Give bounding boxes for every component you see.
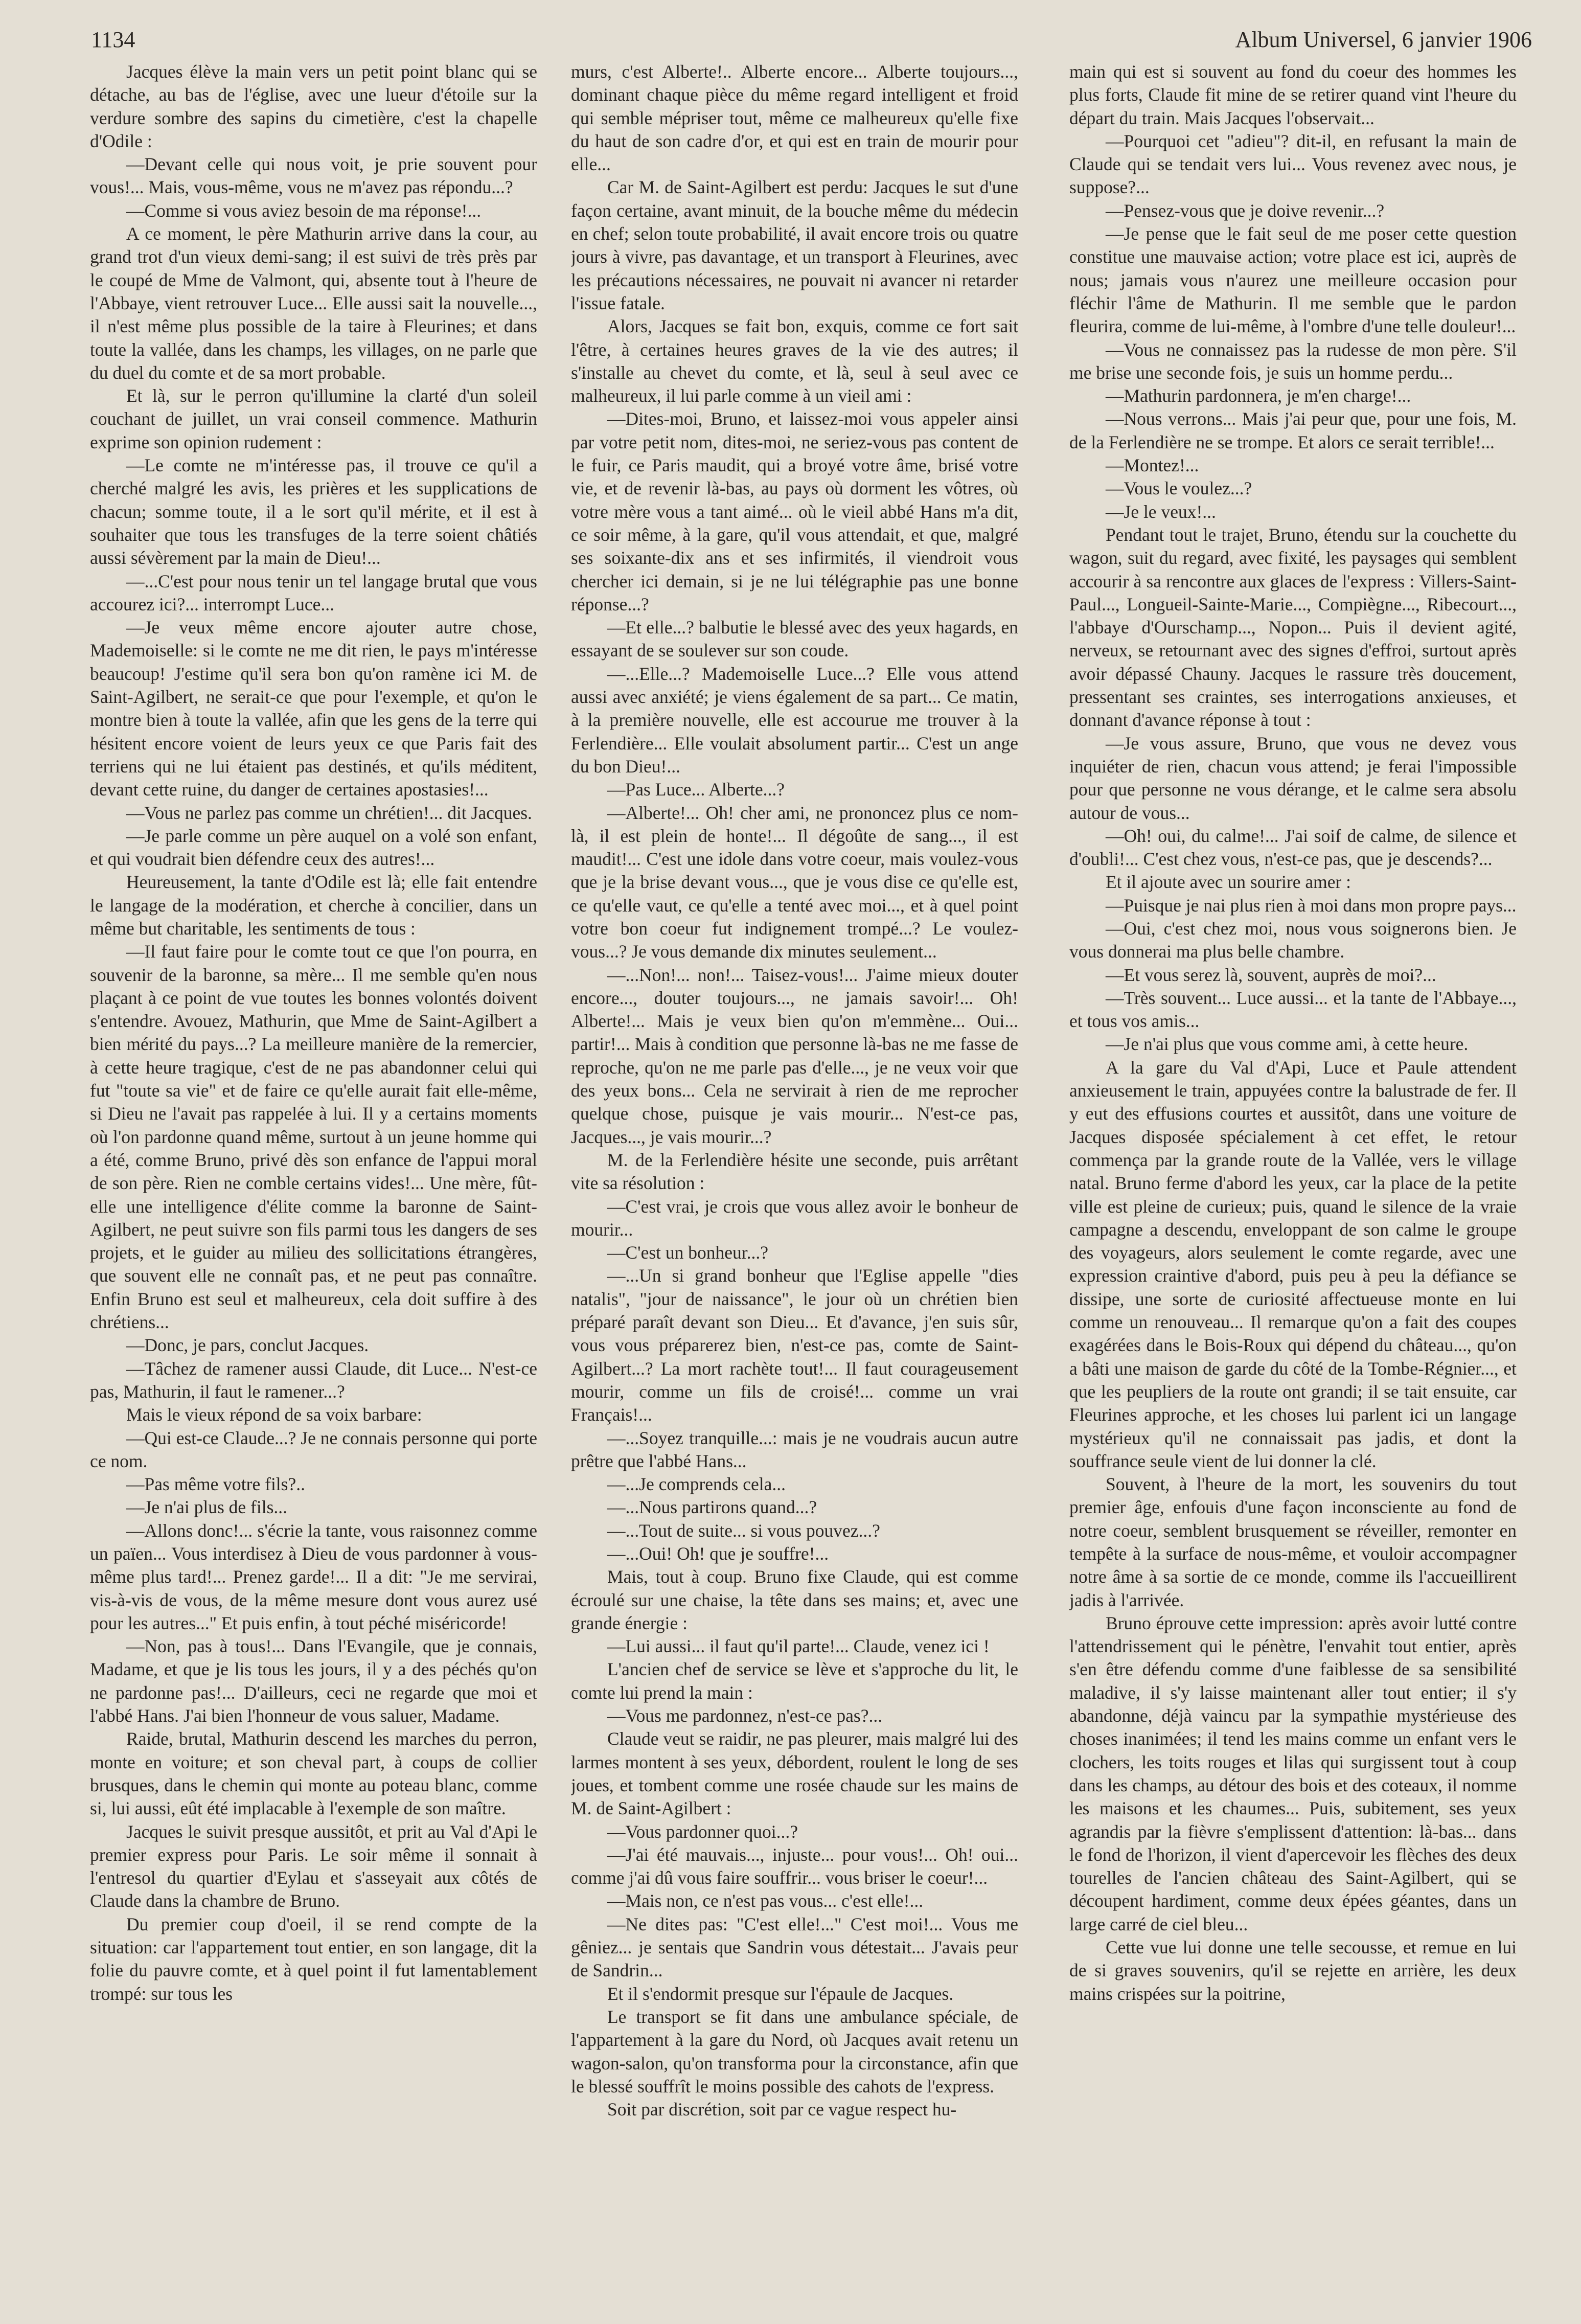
paragraph: —Oui, c'est chez moi, nous vous soignerons bien. Je vous donnerai ma plus belle chambre. — [1069, 918, 1517, 962]
paragraph: L'ancien chef de service se lève et s'approche du lit, le comte lui prend la main : — [571, 1659, 1018, 1703]
paragraph: —Devant celle qui nous voit, je prie souvent pour vous!... Mais, vous-même, vous ne m'avez pas répondu...? — [90, 154, 537, 198]
paragraph: —Mais non, ce n'est pas vous... c'est elle!... — [607, 1890, 924, 1911]
paragraph: Mais le vieux répond de sa voix barbare: — [126, 1404, 422, 1425]
running-header: Album Universel, 6 janvier 1906 — [1235, 27, 1532, 52]
paragraph: —Vous ne parlez pas comme un chrétien!... dit Jacques. — [126, 802, 532, 823]
paragraph: —Je le veux!... — [1106, 501, 1216, 522]
paragraph: —Alberte!... Oh! cher ami, ne prononcez plus ce nom-là, il est plein de honte!... Il dégoûte de sang..., il est maudit!... C'est une idole dans votre coeur, mais voulez-vous que je la brise devant vous..., que je vous dise ce qu'elle est, ce qu'elle vaut, ce qu'elle a tenté avec moi..., et à quel point votre bon coeur fut indignement trompé...? Le voulez-vous...? Je vous demande dix minutes seulement... — [571, 802, 1018, 962]
paragraph: —Lui aussi... il faut qu'il parte!... Claude, venez ici ! — [607, 1636, 990, 1657]
paragraph: —...Oui! Oh! que je souffre!... — [607, 1543, 829, 1564]
paragraph: —Nous verrons... Mais j'ai peur que, pour une fois, M. de la Ferlendière ne se trompe. Et alors ce serait terrible!... — [1069, 408, 1517, 452]
paragraph: Cette vue lui donne une telle secousse, et remue en lui de si graves souvenirs, qu'il se rejette en arrière, les deux mains crispées sur la poitrine, — [1069, 1937, 1517, 2004]
paragraph: —Ne dites pas: "C'est elle!..." C'est moi!... Vous me gêniez... je sentais que Sandrin vous détestait... J'avais peur de Sandrin... — [571, 1913, 1018, 1981]
paragraph: —Et elle...? balbutie le blessé avec des yeux hagards, en essayant de se soulever sur son coude. — [571, 617, 1018, 661]
paragraph: —J'ai été mauvais..., injuste... pour vous!... Oh! oui... comme j'ai dû vous faire souffrir... vous briser le coeur!... — [571, 1844, 1018, 1888]
paragraph: —Vous pardonner quoi...? — [607, 1821, 798, 1842]
paragraph: —Donc, je pars, conclut Jacques. — [126, 1335, 369, 1356]
paragraph: Souvent, à l'heure de la mort, les souvenirs du tout premier âge, enfouis d'une façon inconsciente au fond de notre coeur, semblent brusquement se réveiller, remonter en tempête à la surface de nous-même, et vouloir accompagner notre âme à sa sortie de ce monde, comme ils l'accueillirent jadis à l'arrivée. — [1069, 1474, 1517, 1610]
paragraph: —Vous ne connaissez pas la rudesse de mon père. S'il me brise une seconde fois, je suis un homme perdu... — [1069, 339, 1517, 383]
paragraph: —...Non!... non!... Taisez-vous!... J'aime mieux douter encore..., douter toujours..., ne jamais savoir!... Oh! Alberte!... Mais je veux bien qu'on m'emmène... Oui... partir!... Mais à condition que personne là-bas ne me fasse de reproche, qu'on ne me parle pas d'elle..., je ne veux voir que des yeux bons... Cela ne servirait à rien de me reprocher quelque chose, puisque je vais mourir... N'est-ce pas, Jacques..., je vais mourir...? — [571, 964, 1018, 1147]
paragraph: —...C'est pour nous tenir un tel langage brutal que vous accourez ici?... interrompt Luce... — [90, 571, 537, 614]
paragraph: —Comme si vous aviez besoin de ma réponse!... — [126, 200, 482, 221]
paragraph: Heureusement, la tante d'Odile est là; elle fait entendre le langage de la modération, et cherche à concilier, dans un même but charitable, les sentiments de tous : — [90, 872, 537, 939]
paragraph: Le transport se fit dans une ambulance spéciale, de l'appartement à la gare du Nord, où Jacques avait retenu un wagon-salon, qu'on transforma pour la circonstance, afin que le blessé souffrît le moins possible des cahots de l'express. — [571, 2006, 1018, 2097]
paragraph: Jacques élève la main vers un petit point blanc qui se détache, au bas de l'église, avec une lueur d'étoile sur la verdure sombre des sapins du cimetière, c'est la chapelle d'Odile : — [90, 61, 537, 151]
paragraph: —Je parle comme un père auquel on a volé son enfant, et qui voudrait bien défendre ceux des autres!... — [90, 825, 537, 870]
paragraph: —Dites-moi, Bruno, et laissez-moi vous appeler ainsi par votre petit nom, dites-moi, ne seriez-vous pas content de le fuir, ce Paris maudit, qui a broyé votre âme, brisé votre vie, et de revenir là-bas, au pays où dorment les vôtres, où votre mère vous a tant aimé... où le vieil abbé Hans m'a dit, ce soir même, à la gare, qu'il vous attendait, et que, malgré ses soixante-dix ans et ses infirmités, il viendroit vous chercher ici demain, si je ne lui télégraphie pas une bonne réponse...? — [571, 408, 1018, 614]
paragraph: —C'est vrai, je crois que vous allez avoir le bonheur de mourir... — [571, 1196, 1018, 1240]
paragraph: Claude veut se raidir, ne pas pleurer, mais malgré lui des larmes montent à ses yeux, débordent, roulent le long de ses joues, et tombent comme une rosée chaude sur les mains de M. de Saint-Agilbert : — [571, 1728, 1018, 1819]
text-column-3 — [1069, 60, 1517, 2299]
paragraph: —Montez!... — [1106, 455, 1199, 476]
paragraph: —Et vous serez là, souvent, auprès de moi?... — [1106, 964, 1436, 985]
text-column-2 — [571, 60, 1018, 2299]
paragraph: M. de la Ferlendière hésite une seconde, puis arrêtant vite sa résolution : — [571, 1149, 1018, 1194]
paragraph: A la gare du Val d'Api, Luce et Paule attendent anxieusement le train, appuyées contre la balustrade de fer. Il y eut des effusions courtes et aussitôt, dans une voiture de Jacques disposée spécialement à cet effet, le retour commença par la grande route de la Vallée, vers le village natal. Bruno ferme d'abord les yeux, car la place de la petite ville est pleine de curieux; puis, quand le silence de la vraie campagne a descendu, enveloppant de son calme le groupe des voyageurs, alors seulement le comte regarde, avec une expression craintive d'abord, puis peu à peu la défiance se dissipe, une sorte de curiosité affectueuse monte en lui comme un renouveau... Il remarque qu'on a fait des coupes exagérées dans le Bois-Roux qui dépend du château..., qu'on a bâti une maison de garde du côté de la Tombe-Régnier..., et que les peupliers de la route ont grandi; il se tait ensuite, car Fleurines approche, et les choses lui parlent ici un langage mystérieux qu'il ne connaissait pas jadis, et dont la souffrance seule vient de lui donner la clé. — [1069, 1057, 1517, 1471]
paragraph: —Mathurin pardonnera, je m'en charge!... — [1106, 385, 1411, 406]
paragraph: Raide, brutal, Mathurin descend les marches du perron, monte en voiture; et son cheval part, à coups de collier brusques, dans le chemin qui monte au poteau blanc, comme si, lui aussi, eût été implacable à l'exemple de son maître. — [90, 1728, 537, 1819]
paragraph: —Pourquoi cet "adieu"? dit-il, en refusant la main de Claude qui se tendait vers lui... Vous revenez avec nous, je suppose?... — [1069, 130, 1517, 198]
paragraph: —Je n'ai plus de fils... — [126, 1497, 288, 1518]
paragraph: —Allons donc!... s'écrie la tante, vous raisonnez comme un païen... Vous interdisez à Dieu de vous pardonner à vous-même plus tard!... Prenez garde!... Il a dit: "Je me servirai, vis-à-vis de vous, de la même mesure dont vous aurez usé pour les autres..." Et puis enfin, à tout péché miséricorde! — [90, 1520, 537, 1633]
paragraph: Alors, Jacques se fait bon, exquis, comme ce fort sait l'être, à certaines heures graves de la vie des autres; il s'installe au chevet du comte, et là, seul à seul avec ce malheureux, il lui parle comme à un vieil ami : — [571, 316, 1018, 406]
paragraph: Mais, tout à coup. Bruno fixe Claude, qui est comme écroulé sur une chaise, la tête dans ses mains; et, avec une grande énergie : — [571, 1566, 1018, 1633]
paragraph: —Il faut faire pour le comte tout ce que l'on pourra, en souvenir de la baronne, sa mère... Il me semble qu'en nous plaçant à ce point de vue toutes les bonnes volontés doivent s'entendre. Avouez, Mathurin, que Mme de Saint-Agilbert a bien mérité du pays...? La meilleure manière de la remercier, à cette heure tragique, c'est de ne pas abandonner celui qui fut "toute sa vie" et de faire ce qu'elle aurait fait elle-même, si Dieu ne l'avait pas rappelée à lui. Il y a certains moments où l'on pardonne quand même, surtout à un jeune homme qui a été, comme Bruno, privé dès son enfance de l'appui moral de son père. Rien ne comble certains vides!... Une mère, fût-elle une intelligence d'élite comme la baronne de Saint-Agilbert, ne peut suivre son fils parmi tous les dangers de ses projets, et le guider au milieu des sollicitations étrangères, que souvent elle ne connaît pas, et ne peut pas connaître. Enfin Bruno est seul et malheureux, cela doit suffire à des chrétiens... — [90, 941, 537, 1333]
paragraph: —Je vous assure, Bruno, que vous ne devez vous inquiéter de rien, chacun vous attend; je ferai l'impossible pour que personne ne vous dérange, et le calme sera absolu autour de vous... — [1069, 733, 1517, 823]
paragraph: —Pensez-vous que je doive revenir...? — [1106, 200, 1385, 221]
paragraph: —Le comte ne m'intéresse pas, il trouve ce qu'il a cherché malgré les avis, les prières et les supplications de chacun; somme toute, il a le sort qu'il mérite, et il est à souhaiter que tous les transfuges de la terre soient châtiés aussi sévèrement par la main de Dieu!... — [90, 455, 537, 568]
paragraph: —Puisque je nai plus rien à moi dans mon propre pays... — [1106, 895, 1517, 916]
paragraph: —Non, pas à tous!... Dans l'Evangile, que je connais, Madame, et que je lis tous les jours, il y a des péchés qu'on ne pardonne pas!... D'ailleurs, ceci ne regarde que moi et l'abbé Hans. J'ai bien l'honneur de vous saluer, Madame. — [90, 1636, 537, 1726]
paragraph: A ce moment, le père Mathurin arrive dans la cour, au grand trot d'un vieux demi-sang; il est suivi de très près par le coupé de Mme de Valmont, qui, absente tout à l'heure de l'Abbaye, vient retrouver Luce... Elle aussi sait la nouvelle..., il n'est même plus possible de la taire à Fleurines; et dans toute la vallée, dans les champs, les villages, on ne parle que du duel du comte et de sa mort probable. — [90, 223, 537, 383]
paragraph: Car M. de Saint-Agilbert est perdu: Jacques le sut d'une façon certaine, avant minuit, de la bouche même du médecin en chef; selon toute probabilité, il avait encore trois ou quatre jours à vivre, pas davantage, et un transport à Fleurines, avec les précautions nécessaires, ne pouvait ni avancer ni retarder l'issue fatale. — [571, 177, 1018, 313]
paragraph: —Je veux même encore ajouter autre chose, Mademoiselle: si le comte ne me dit rien, le pays m'intéresse beaucoup! J'estime qu'il sera bon qu'on ramène ici M. de Saint-Agilbert, ne serait-ce que pour l'exemple, et qu'on le montre bien à toute la vallée, afin que les gens de la terre qui hésitent encore voient de leurs yeux ce que Paris fait des terriens qui ne lui étaient pas destinés, et qu'ils méditent, devant cette ruine, du danger de certaines apostasies!... — [90, 617, 537, 800]
paragraph: —...Je comprends cela... — [607, 1474, 786, 1495]
paragraph: —Tâchez de ramener aussi Claude, dit Luce... N'est-ce pas, Mathurin, il faut le ramener...? — [90, 1358, 537, 1402]
paragraph: —Pas Luce... Alberte...? — [607, 779, 785, 800]
text-column-1 — [90, 60, 537, 2299]
paragraph: —...Nous partirons quand...? — [607, 1497, 817, 1518]
paragraph: Pendant tout le trajet, Bruno, étendu sur la couchette du wagon, suit du regard, avec fixité, les paysages qui semblent accourir à sa rencontre aux glaces de l'express : Villers-Saint-Paul..., Longueil-Sainte-Marie..., Compiègne..., Ribecourt..., l'abbaye d'Ourschamp..., Nopon... Puis il devient agité, nerveux, se retournant avec des signes d'effroi, surtout après avoir dépassé Chauny. Jacques le rassure très doucement, pressentant ses craintes, ses interrogations anxieuses, et donnant d'avance réponse à tout : — [1069, 524, 1517, 731]
paragraph: —Très souvent... Luce aussi... et la tante de l'Abbaye..., et tous vos amis... — [1069, 987, 1517, 1032]
paragraph: —Qui est-ce Claude...? Je ne connais personne qui porte ce nom. — [90, 1427, 537, 1471]
paragraph: Jacques le suivit presque aussitôt, et prit au Val d'Api le premier express pour Paris. Le soir même il sonnait à l'entresol du quartier d'Eylau et s'asseyait aux côtés de Claude dans la chambre de Bruno. — [90, 1821, 537, 1911]
paragraph: Bruno éprouve cette impression: après avoir lutté contre l'attendrissement qui le pénètre, l'envahit tout entier, après s'en être défendu comme d'une faiblesse de sa sensibilité maladive, il s'y laisse maintenant aller tout entier; il s'y abandonne, déjà vaincu par la sympathie mystérieuse des choses inanimées; il tend les mains comme un enfant vers le clochers, les toits rouges et lilas qui surgissent tout à coup dans les champs, au détour des bois et des coteaux, il nomme les maisons et les chaumes... Puis, subitement, ses yeux agrandis par la fièvre s'emplissent d'attention: là-bas... dans le fond de l'horizon, il vient d'apercevoir les flèches des deux tourelles de l'ancien château des Saint-Agilbert, qui se découpent hardiment, comme deux épées géantes, dans un large carré de ciel bleu... — [1069, 1612, 1517, 1934]
paragraph: —Pas même votre fils?.. — [126, 1474, 305, 1495]
paragraph: —C'est un bonheur...? — [607, 1242, 769, 1263]
paragraph: main qui est si souvent au fond du coeur des hommes les plus forts, Claude fit mine de se retirer quand vint l'heure du départ du train. Mais Jacques l'observait... — [1069, 61, 1517, 128]
paragraph: —Oh! oui, du calme!... J'ai soif de calme, de silence et d'oubli!... C'est chez vous, n'est-ce pas, que je descends?... — [1069, 825, 1517, 870]
paragraph: Soit par discrétion, soit par ce vague respect hu- — [607, 2099, 957, 2120]
paragraph: —...Elle...? Mademoiselle Luce...? Elle vous attend aussi avec anxiété; je viens également de sa part... Ce matin, à la première nouvelle, elle est accourue me trouver à la Ferlendière... Elle voulait absolument partir... C'est un ange du bon Dieu!... — [571, 663, 1018, 777]
paragraph: —...Soyez tranquille...: mais je ne voudrais aucun autre prêtre que l'abbé Hans... — [571, 1427, 1018, 1471]
paragraph: murs, c'est Alberte!.. Alberte encore... Alberte toujours..., dominant chaque pièce du même regard intelligent et froid qui semble mépriser tout, même ce malheureux qu'elle fixe du haut de son cadre d'or, et qui est en train de mourir pour elle... — [571, 61, 1018, 175]
paragraph: Et là, sur le perron qu'illumine la clarté d'un soleil couchant de juillet, un vrai conseil commence. Mathurin exprime son opinion rudement : — [90, 385, 537, 452]
paragraph: —Je pense que le fait seul de me poser cette question constitue une mauvaise action; votre place est ici, auprès de nous; jamais vous n'aurez une meilleure occasion pour fléchir l'âme de Mathurin. Il me semble que le pardon fleurira, comme de lui-même, à l'ombre d'une telle douleur!... — [1069, 223, 1517, 337]
paragraph: —Je n'ai plus que vous comme ami, à cette heure. — [1106, 1034, 1469, 1055]
paragraph: —...Un si grand bonheur que l'Eglise appelle "dies natalis", "jour de naissance", le jour où un chrétien bien préparé paraît devant son Dieu... Et d'avance, j'en suis sûr, vous vous préparerez bien, n'est-ce pas, comte de Saint-Agilbert...? La mort rachète tout!... Il faut courageusement mourir, comme un fils de croisé!... comme un vrai Français!... — [571, 1265, 1018, 1425]
paragraph: Du premier coup d'oeil, il se rend compte de la situation: car l'appartement tout entier, en son langage, dit la folie du pauvre comte, et à quel point il fut lamentablement trompé: sur tous les — [90, 1913, 537, 2004]
page-number: 1134 — [91, 27, 135, 52]
paragraph: Et il ajoute avec un sourire amer : — [1106, 872, 1351, 893]
paragraph: Et il s'endormit presque sur l'épaule de Jacques. — [607, 1983, 954, 2004]
paragraph: —Vous le voulez...? — [1106, 478, 1252, 499]
paragraph: —Vous me pardonnez, n'est-ce pas?... — [607, 1705, 883, 1726]
paragraph: —...Tout de suite... si vous pouvez...? — [607, 1520, 880, 1541]
